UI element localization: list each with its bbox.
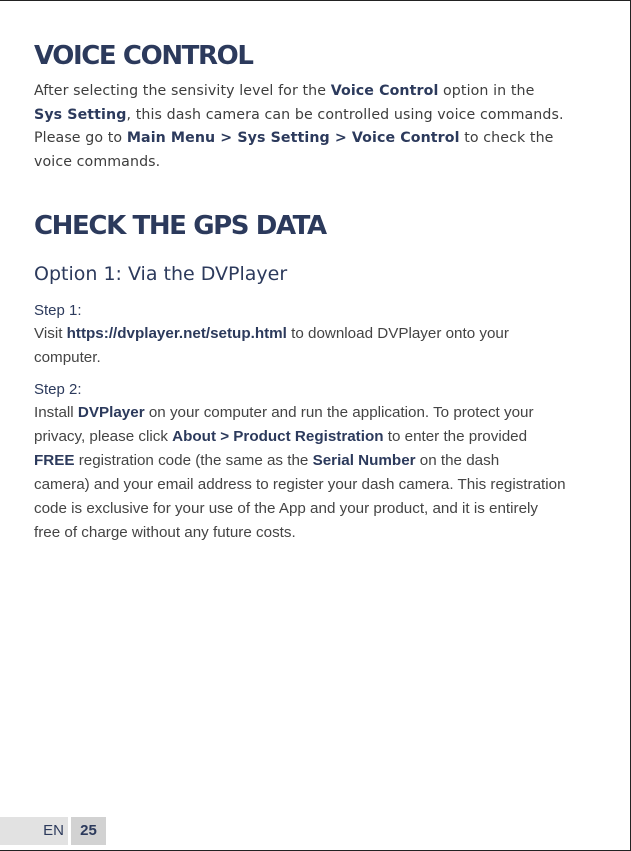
page-number: 25 [71,817,106,845]
voice-paragraph-line-4: voice commands. [34,154,161,170]
text-span: to check the [459,130,554,146]
dvplayer-setup-link[interactable]: https://dvplayer.net/setup.html [66,325,287,342]
dvplayer-term: DVPlayer [77,404,145,421]
step-2-line-3 [34,449,499,473]
serial-number-term: Serial Number [312,452,416,469]
gps-data-heading: CHECK THE GPS DATA [34,211,326,241]
text-span: Install [34,404,78,421]
step-2-line-5: code is exclusive for your use of the App and your product, and it is entirely [34,500,538,517]
step-1-label: Step 1: [34,302,82,319]
step-2-line-1 [34,401,534,425]
text-span: After selecting the sensivity level for the [34,83,331,99]
step-2-line-2 [34,425,527,449]
text-span: privacy, please click [34,428,173,445]
step-1-line-1 [34,322,509,346]
menu-path: Main Menu > Sys Setting > Voice Control [126,130,460,146]
text-span: on the dash [415,452,500,469]
text-span: to enter the provided [383,428,528,445]
step-1-line-2: computer. [34,349,101,366]
text-span: on your computer and run the application. To protect your [144,404,534,421]
free-term: FREE [34,452,75,469]
voice-control-heading: VOICE CONTROL [34,41,253,71]
text-span: registration code (the same as the [74,452,313,469]
voice-paragraph-line-3 [34,127,554,151]
option-1-title: Option 1: Via the DVPlayer [34,263,288,285]
page-footer [0,817,106,845]
text-span: Visit [34,325,67,342]
voice-control-term: Voice Control [330,83,439,99]
text-span: to download DVPlayer onto your [286,325,509,342]
language-tag: EN [0,817,68,845]
voice-paragraph-line-1 [34,80,534,104]
registration-menu-path: About > Product Registration [172,428,384,445]
sys-setting-term: Sys Setting [34,107,127,123]
step-2-line-6: free of charge without any future costs. [34,524,296,541]
text-span: option in the [438,83,535,99]
step-2-label: Step 2: [34,381,82,398]
step-2-line-4: camera) and your email address to register your dash camera. This registration [34,476,566,493]
text-span: Please go to [34,130,127,146]
text-span: , this dash camera can be controlled using voice commands. [126,107,564,123]
voice-paragraph-line-2 [34,104,564,128]
